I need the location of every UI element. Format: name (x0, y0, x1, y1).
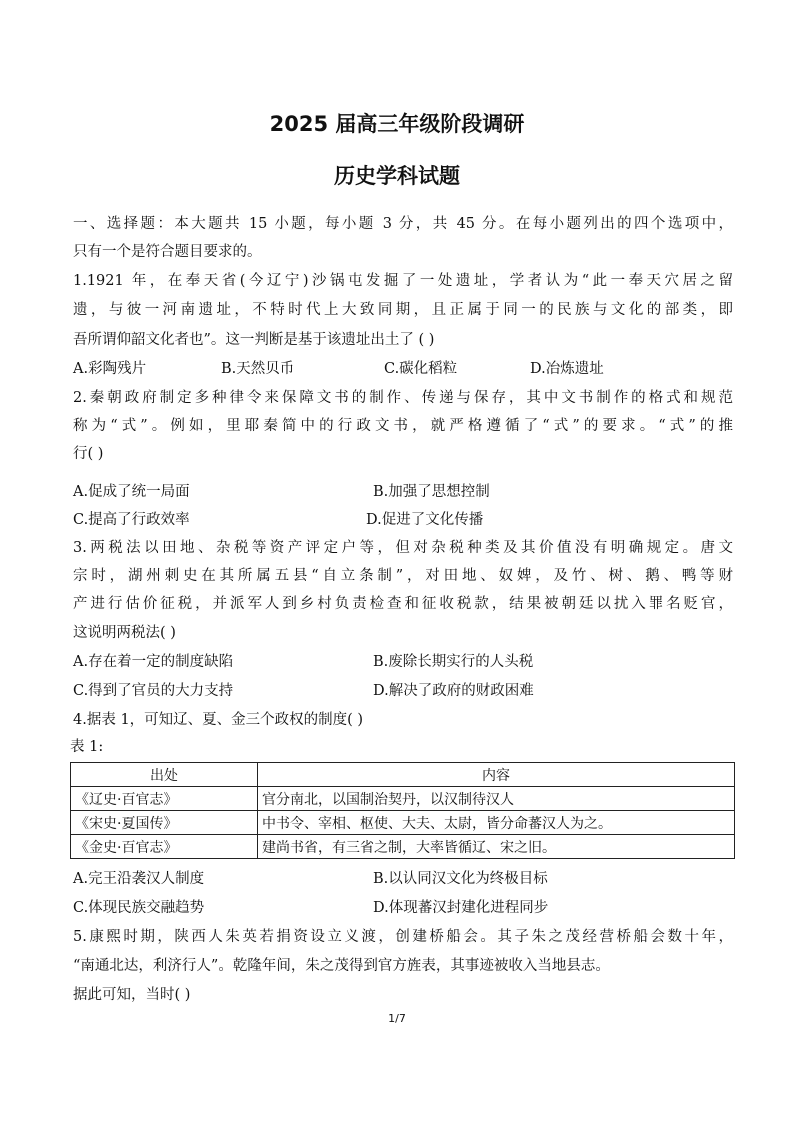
q3-option-d[interactable]: D.解决了政府的财政困难 (373, 683, 534, 699)
table-header-source: 出处 (71, 763, 258, 787)
section-instructions-line2: 只有一个是符合题目要求的。 (73, 244, 262, 260)
q4-option-a[interactable]: A.完王沿袭汉人制度 (73, 871, 205, 887)
q5-stem-line2: “南通北达，利济行人”。乾隆年间，朱之茂得到官方旌表，其事迹被收入当地县志。 (73, 958, 610, 974)
q3-stem-line3: 产进行估价征税，并派军人到乡村负责检查和征收税款，结果被朝廷以扰入罪名贬官， (73, 596, 733, 612)
table-cell-content: 建尚书省，有三省之制，大率皆循辽、宋之旧。 (258, 835, 735, 859)
q3-option-a[interactable]: A.存在着一定的制度缺陷 (73, 654, 234, 670)
q3-stem-line2: 宗时，湖州刺史在其所属五县“自立条制”，对田地、奴婢，及竹、树、鹅、鸭等财 (73, 568, 733, 584)
q1-option-b[interactable]: B.天然贝币 (221, 361, 295, 377)
q4-table-caption: 表 1: (70, 739, 104, 755)
exam-subtitle: 历史学科试题 (334, 164, 460, 188)
q1-stem-line3: 吾所谓仰韶文化者也”。这一判断是基于该遗址出土了 ( ) (73, 332, 435, 348)
table-row (71, 787, 735, 811)
q1-stem-line2: 遗，与彼一河南遗址，不特时代上大致同期，且正属于同一的民族与文化的部类，即 (73, 302, 733, 318)
q2-option-d[interactable]: D.促进了文化传播 (366, 512, 484, 528)
q2-stem-line1: 2.秦朝政府制定多种律令来保障文书的制作、传递与保存，其中文书制作的格式和规范 (73, 390, 733, 406)
table-cell-content: 中书令、宰相、枢使、大夫、太尉，皆分命蕃汉人为之。 (258, 811, 735, 835)
q3-option-b[interactable]: B.废除长期实行的人头税 (373, 654, 534, 670)
q2-stem-line3: 行( ) (73, 446, 104, 462)
q1-stem-line1: 1.1921 年，在奉天省(今辽宁)沙锅屯发掘了一处遗址，学者认为“此一奉天穴居之留 (73, 273, 733, 289)
page-number: 1/7 (388, 1012, 406, 1025)
table-cell-source: 《辽史·百官志》 (71, 787, 258, 811)
q2-stem-line2: 称为“式”。例如，里耶秦简中的行政文书，就严格遵循了“式”的要求。“式”的推 (73, 418, 733, 434)
table-header-content: 内容 (258, 763, 735, 787)
exam-title: 2025 届高三年级阶段调研 (269, 112, 525, 136)
q4-stem: 4.据表 1，可知辽、夏、金三个政权的制度( ) (73, 712, 364, 728)
q4-option-b[interactable]: B.以认同汉文化为终极目标 (373, 871, 548, 887)
q4-option-d[interactable]: D.体现蕃汉封建化进程同步 (373, 900, 549, 916)
table-cell-source: 《金史·百官志》 (71, 835, 258, 859)
table-header-row (71, 763, 735, 787)
q3-option-c[interactable]: C.得到了官员的大力支持 (73, 683, 234, 699)
table-row (71, 835, 735, 859)
table-cell-source: 《宋史·夏国传》 (71, 811, 258, 835)
q1-option-d[interactable]: D.冶炼遗址 (530, 361, 604, 377)
q2-option-b[interactable]: B.加强了思想控制 (373, 484, 490, 500)
q3-stem-line1: 3.两税法以田地、杂税等资产评定户等，但对杂税种类及其价值没有明确规定。唐文 (73, 540, 733, 556)
q4-option-c[interactable]: C.体现民族交融趋势 (73, 900, 205, 916)
q1-option-c[interactable]: C.碳化稻粒 (384, 361, 458, 377)
q4-table (70, 762, 735, 859)
q3-stem-line4: 这说明两税法( ) (73, 625, 176, 641)
q1-option-a[interactable]: A.彩陶残片 (73, 361, 147, 377)
q5-stem-line1: 5.康熙时期，陕西人朱英若捐资设立义渡，创建桥船会。其子朱之茂经营桥船会数十年， (73, 929, 733, 945)
q5-stem-line3: 据此可知，当时( ) (73, 987, 191, 1003)
table-row (71, 811, 735, 835)
table-cell-content: 官分南北，以国制治契丹，以汉制待汉人 (258, 787, 735, 811)
q2-option-a[interactable]: A.促成了统一局面 (73, 484, 190, 500)
section-instructions-line1: 一、选择题：本大题共 15 小题，每小题 3 分，共 45 分。在每小题列出的四个选项中， (73, 216, 733, 232)
q2-option-c[interactable]: C.提高了行政效率 (73, 512, 190, 528)
